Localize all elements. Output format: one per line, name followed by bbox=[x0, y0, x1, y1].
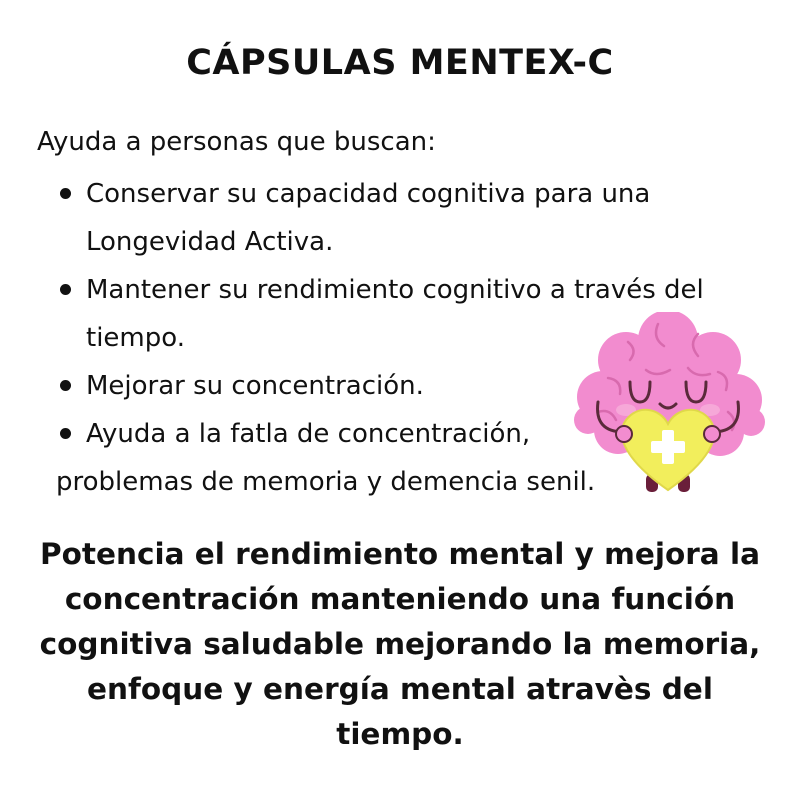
bullet-icon bbox=[60, 284, 71, 295]
page-title: CÁPSULAS MENTEX-C bbox=[186, 43, 614, 83]
list-item-text: Ayuda a la fatla de concentración, bbox=[86, 419, 531, 449]
brain-holding-heart-icon bbox=[568, 312, 768, 502]
list-item-text: Mejorar su concentración. bbox=[86, 371, 424, 401]
closing-statement: Potencia el rendimiento mental y mejora la concentración manteniendo una función cognitiva saludable mejorando la memoria, enfoque y energía mental atravès del tiempo. bbox=[39, 537, 761, 751]
intro-text: Ayuda a personas que buscan: bbox=[37, 127, 436, 157]
bullet-icon bbox=[60, 428, 71, 439]
list-item-text-continued: problemas de memoria y demencia senil. bbox=[56, 467, 596, 497]
list-item bbox=[56, 410, 606, 506]
bullet-icon bbox=[60, 188, 71, 199]
bullet-icon bbox=[60, 380, 71, 391]
list-item bbox=[60, 170, 730, 266]
list-item-text: Mantener su rendimiento cognitivo a través del tiempo. bbox=[86, 275, 704, 353]
list-item-text: Conservar su capacidad cognitiva para una Longevidad Activa. bbox=[86, 179, 651, 257]
